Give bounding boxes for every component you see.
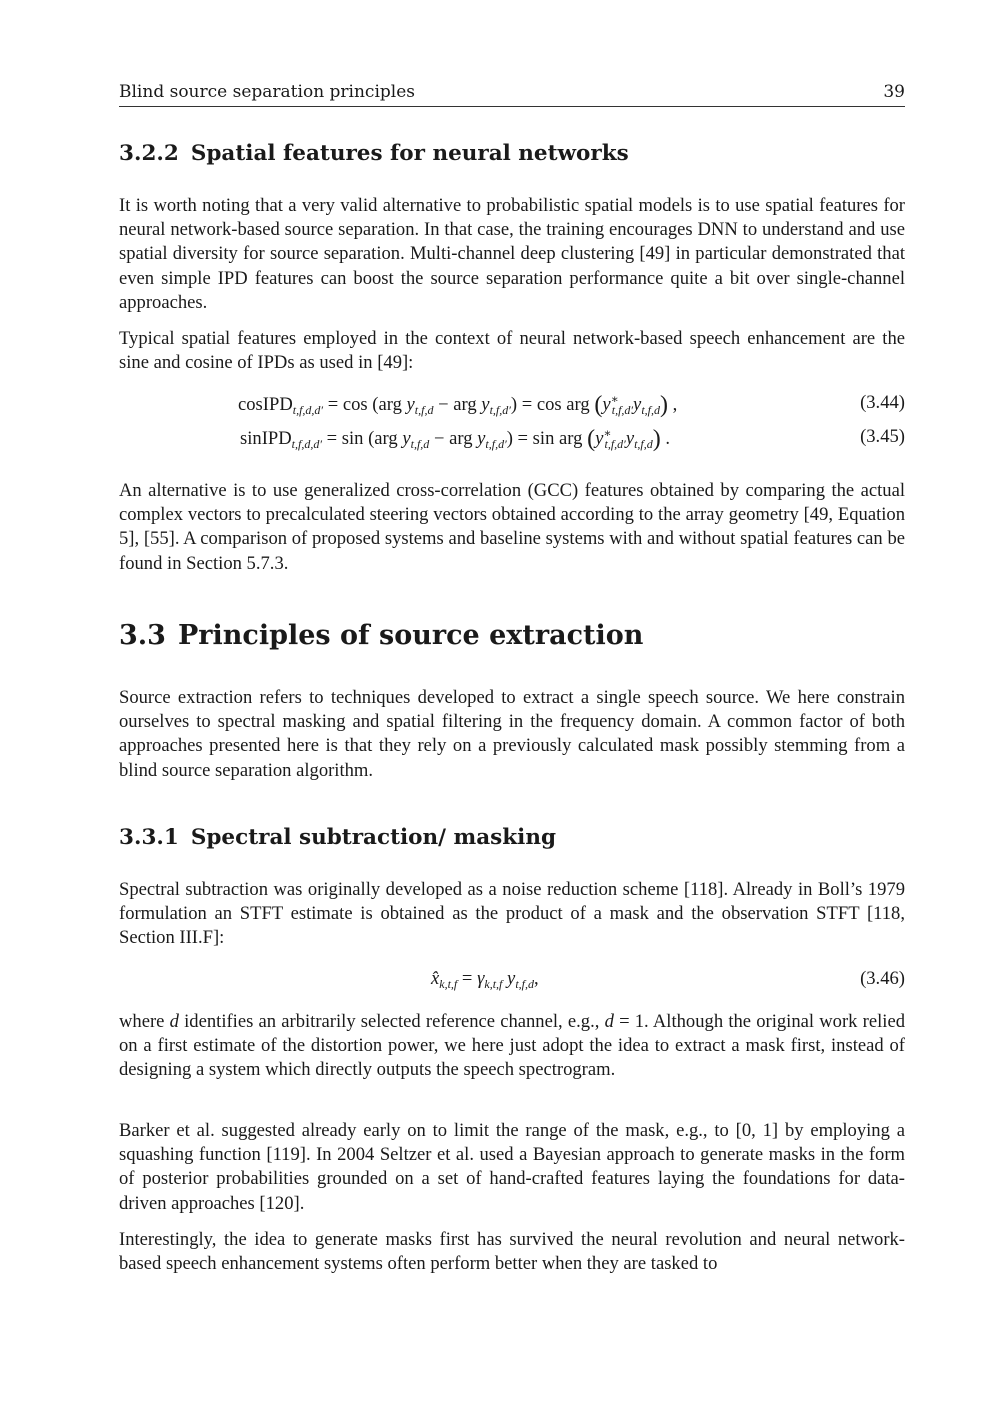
paragraph: Spectral subtraction was originally developed as a noise reduction scheme [118]. Already in Boll’s 1979 formulation an STFT estimate is obtained as the product of a mask and the observation STFT [118, Section III.F]: xyxy=(119,879,905,949)
section-title: Spectral subtraction/ masking xyxy=(190,825,557,850)
paragraph: It is worth noting that a very valid alternative to probabilistic spatial models is to use spatial features for neural network-based source separation. In that case, the training encourages DNN to understand and use spatial diversity for source separation. Multi-channel deep clustering [49] in particular demonstrated that even simple IPD features can boost the source separation performance quite a bit over single-channel approaches. xyxy=(119,195,905,313)
paragraph: Source extraction refers to techniques developed to extract a single speech source. We here constrain ourselves to spectral masking and spatial filtering in the frequency domain. A common factor of both approaches presented here is that they rely on a previously calculated mask possibly stemming from a blind source separation algorithm. xyxy=(119,687,905,781)
text-run: Although the original work relied on a first estimate of the distortion power, we here just adopt the idea to extract a mask first, instead of designing a system which directly outputs the speech spectrogram. xyxy=(119,1011,905,1081)
running-header xyxy=(119,80,905,107)
text-run: by employing a squashing function [119]. In 2004 Seltzer et al. used a Bayesian approach to generate masks in the form of posterior probabilities grounded on a set of hand-crafted features laying the foundations for data-driven approaches [120]. xyxy=(119,1120,905,1214)
equation-3-46 xyxy=(119,968,905,996)
paragraph: Barker et al. suggested already early on to limit the range of the mask, e.g., to [0, 1] by employing a squashing function [119]. In 2004 Seltzer et al. used a Bayesian approach to generate masks in the form of posterior probabilities grounded on a set of hand-crafted features laying the foundations for data-driven approaches [120]. xyxy=(119,1120,905,1214)
equation-3-44 xyxy=(119,392,905,420)
equation-number: (3.46) xyxy=(860,968,905,989)
equation-body: sinIPD$_{t,f,d,d'}$ = sin (arg $y_{t,f,d}$ − arg $y_{t,f,d'}) = \sin$ arg $(y^∗_{t,f,d'}y_{t,f,d})$ . xyxy=(240,426,671,452)
text-run: identifies an arbitrarily selected reference channel, e.g., xyxy=(184,1011,600,1032)
paragraph: where d identifies an arbitrarily selected reference channel, e.g., d = 1. Although the original work relied on a first estimate of the distortion power, we here just adopt the idea to extract a mask first, instead of designing a system which directly outputs the speech spectrogram. xyxy=(119,1011,905,1081)
text-run: where xyxy=(119,1011,165,1032)
paragraph: Typical spatial features employed in the context of neural network-based speech enhancement are the sine and cosine of IPDs as used in [49]: xyxy=(119,328,905,374)
section-number: 3.2.2 xyxy=(119,141,179,166)
section-number: 3.3.1 xyxy=(119,825,179,850)
paragraph: An alternative is to use generalized cross-correlation (GCC) features obtained by comparing the actual complex vectors to precalculated steering vectors obtained according to the array geometry [49, Equation 5], [55]. A comparison of proposed systems and baseline systems with and without spatial features can be found in Section 5.7.3. xyxy=(119,480,905,574)
equation-body: cosIPD$_{t,f,d,d'}$ = cos (arg $y_{t,f,d}$ − arg $y_{t,f,d'}) = \cos$ arg $(y^∗_{t,f,d'}y_{t,f,d})$ , xyxy=(238,392,678,418)
section-title: Spatial features for neural networks xyxy=(190,141,629,166)
equation-body: $x̂_{k,t,f} = \gamma_{k,t,f}$ $y_{t,f,d}$, xyxy=(431,968,539,991)
text-run: Barker et al. suggested already early on to limit the range of the mask, e.g., to xyxy=(119,1120,729,1141)
running-title: Blind source separation principles xyxy=(119,82,415,102)
page-number: 39 xyxy=(883,82,905,102)
section-heading-3-2-2 xyxy=(119,141,629,166)
section-title: Principles of source extraction xyxy=(177,620,644,651)
equation-number: (3.44) xyxy=(860,392,905,413)
equation-3-45 xyxy=(119,426,905,454)
equation-number: (3.45) xyxy=(860,426,905,447)
section-heading-3-3-1 xyxy=(119,825,556,850)
section-heading-3-3 xyxy=(119,620,643,651)
section-number: 3.3 xyxy=(119,620,166,651)
paragraph: Interestingly, the idea to generate masks first has survived the neural revolution and neural network-based speech enhancement systems often perform better when they are tasked to xyxy=(119,1229,905,1275)
